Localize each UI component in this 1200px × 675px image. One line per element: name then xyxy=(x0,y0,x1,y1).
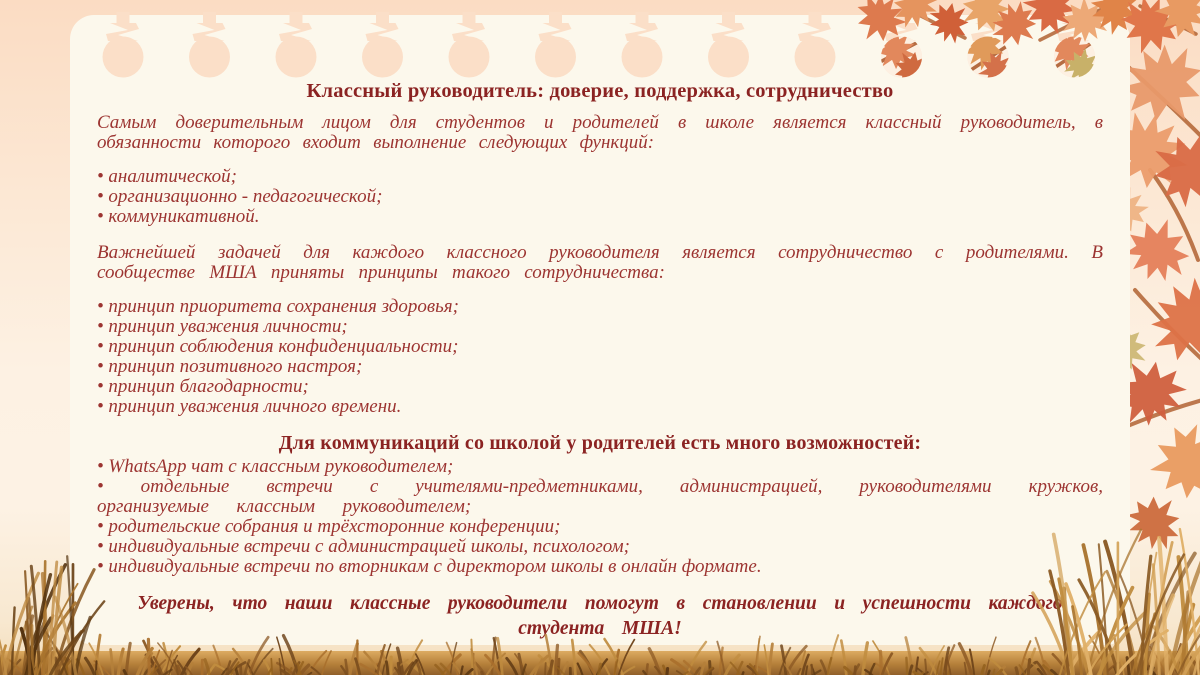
list-item: • коммуникативной. xyxy=(97,206,260,227)
list-item: • отдельные встречи с учителями-предметниками, администрацией, руководителями кружков, организуемые классным руководителем; xyxy=(97,476,1103,517)
cooperation-paragraph: Важнейшей задачей для каждого классного руководителя является сотрудничество с родителями. В сообществе МША приняты принципы такого сотрудничества: xyxy=(97,242,1103,283)
conclusion-text: Уверены, что наши классные руководители помогут в становлении и успешности каждого студента МША! xyxy=(137,593,1063,639)
list-item: • индивидуальные встречи с администрацией школы, психологом; xyxy=(97,536,630,557)
list-item: • принцип благодарности; xyxy=(97,376,309,397)
communications-heading: Для коммуникаций со школой у родителей есть много возможностей: xyxy=(278,432,922,454)
list-item: • принцип приоритета сохранения здоровья; xyxy=(97,296,459,317)
list-item: • индивидуальные встречи по вторникам с директором школы в онлайн формате. xyxy=(97,556,762,577)
list-item: • принцип позитивного настроя; xyxy=(97,356,363,377)
list-item: • принцип соблюдения конфиденциальности; xyxy=(97,336,459,357)
intro-paragraph: Самым доверительным лицом для студентов и родителей в школе является классный руководитель, в обязанности которого входит выполнение следующих функций: xyxy=(97,112,1103,153)
slide-title: Классный руководитель: доверие, поддержка, сотрудничество xyxy=(306,80,894,102)
list-item: • аналитической; xyxy=(97,166,238,187)
list-item: • принцип уважения личного времени. xyxy=(97,396,402,417)
list-item: • принцип уважения личности; xyxy=(97,316,348,337)
list-item: • WhatsApp чат с классным руководителем; xyxy=(97,456,454,477)
list-item: • организационно - педагогической; xyxy=(97,186,383,207)
list-item: • родительские собрания и трёхсторонние конференции; xyxy=(97,516,561,537)
